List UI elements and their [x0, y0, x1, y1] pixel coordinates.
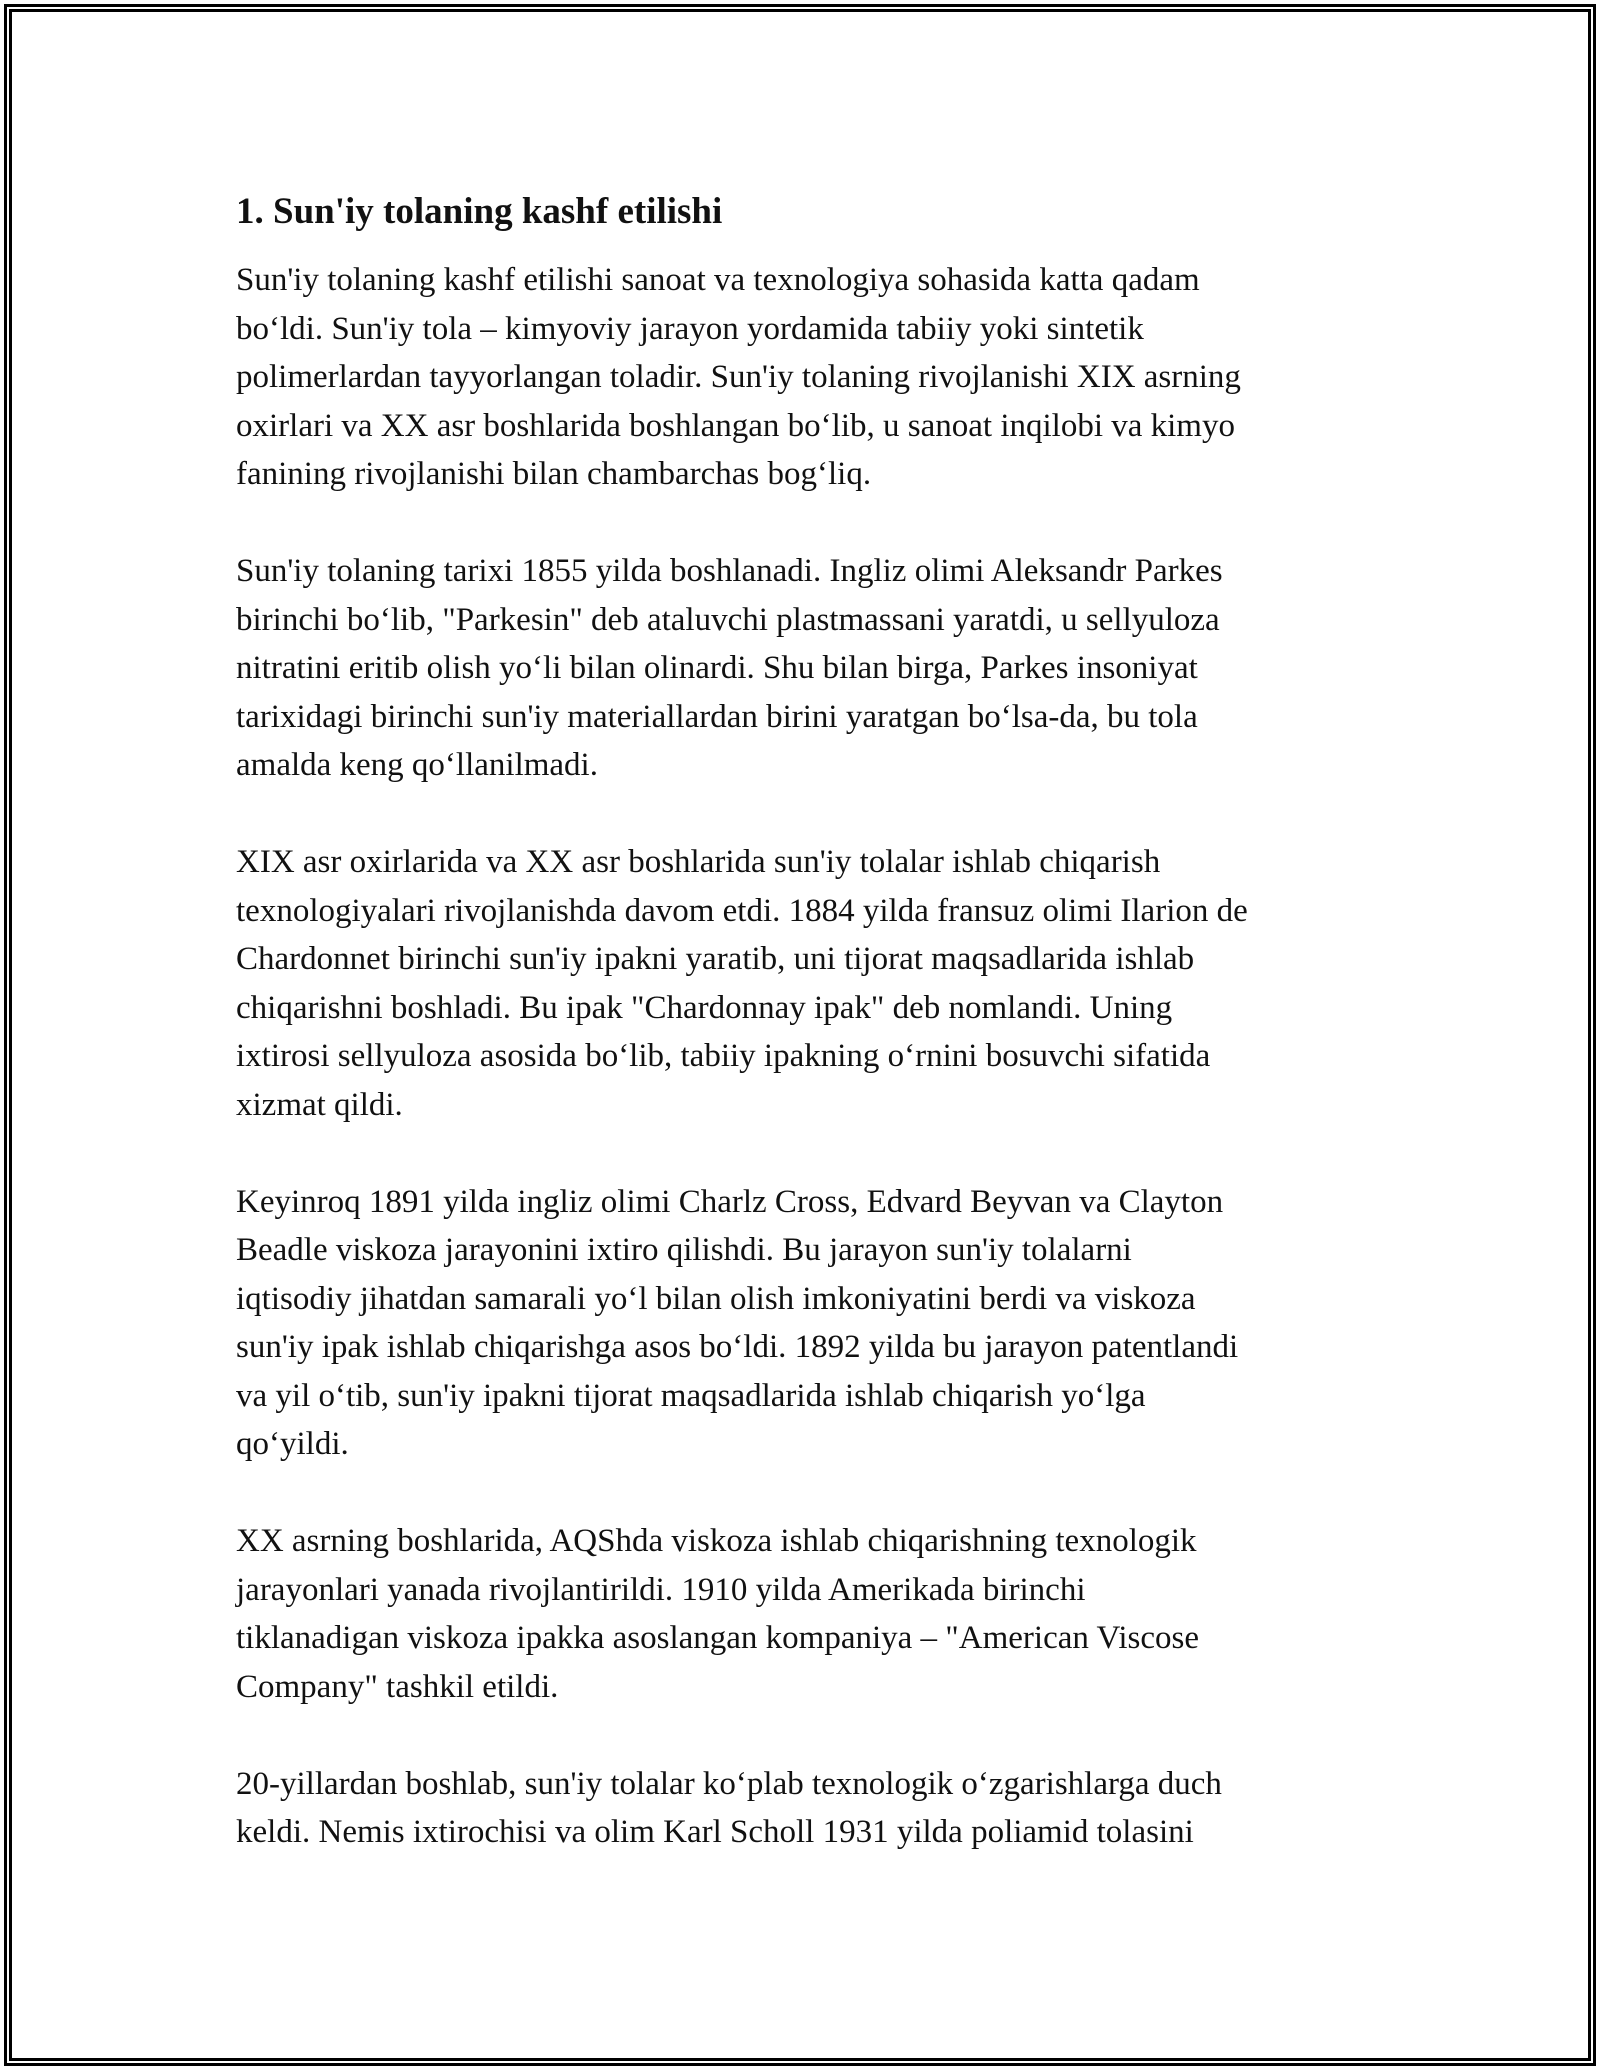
text-line: Sun'iy tolaning tarixi 1855 yilda boshlanadi. Ingliz olimi Aleksandr Parkes — [236, 553, 1223, 589]
text-line: keldi. Nemis ixtirochisi va olim Karl Scholl 1931 yilda poliamid tolasini — [236, 1814, 1194, 1850]
text-line: texnologiyalari rivojlanishda davom etdi. 1884 yilda fransuz olimi Ilarion de — [236, 892, 1248, 929]
paragraph-american-viscose — [236, 1517, 1366, 1711]
text-line: Chardonnet birinchi sun'iy ipakni yaratib, uni tijorat maqsadlarida ishlab — [236, 941, 1195, 977]
text-line: chiqarishni boshladi. Bu ipak "Chardonnay ipak" deb nomlandi. Uning — [236, 989, 1173, 1026]
paragraph-chardonnet — [236, 838, 1366, 1129]
text-line: qo‘yildi. — [236, 1426, 349, 1462]
paragraph-1920s — [236, 1760, 1366, 1857]
section-heading: 1. Sun'iy tolaning kashf etilishi — [236, 191, 723, 232]
text-line: Company" tashkil etildi. — [236, 1668, 559, 1705]
text-line: nitratini eritib olish yo‘li bilan olinardi. Shu bilan birga, Parkes insoniyat — [236, 650, 1198, 686]
text-line: iqtisodiy jihatdan samarali yo‘l bilan olish imkoniyatini berdi va viskoza — [236, 1280, 1196, 1317]
paragraph-discovery-intro — [236, 256, 1366, 499]
text-line: Keyinroq 1891 yilda ingliz olimi Charlz Cross, Edvard Beyvan va Clayton — [236, 1183, 1224, 1220]
text-line: tiklanadigan viskoza ipakka asoslangan kompaniya – "American Viscose — [236, 1620, 1200, 1656]
paragraph-viscose-process — [236, 1178, 1366, 1469]
text-line: 20-yillardan boshlab, sun'iy tolalar ko‘plab texnologik o‘zgarishlarga duch — [236, 1765, 1222, 1802]
text-line: bo‘ldi. Sun'iy tola – kimyoviy jarayon yordamida tabiiy yoki sintetik — [236, 310, 1144, 347]
text-line: birinchi bo‘lib, "Parkesin" deb ataluvchi plastmassani yaratdi, u sellyuloza — [236, 601, 1220, 638]
text-line: Sun'iy tolaning kashf etilishi sanoat va texnologiya sohasida katta qadam — [236, 262, 1200, 298]
text-line: oxirlari va XX asr boshlarida boshlangan bo‘lib, u sanoat inqilobi va kimyo — [236, 407, 1235, 444]
text-line: fanining rivojlanishi bilan chambarchas bog‘liq. — [236, 456, 872, 492]
paragraph-parkes — [236, 547, 1366, 790]
text-line: xizmat qildi. — [236, 1086, 403, 1123]
text-line: jarayonlari yanada rivojlantirildi. 1910 yilda Amerikada birinchi — [236, 1571, 1086, 1608]
text-line: amalda keng qo‘llanilmadi. — [236, 747, 598, 783]
text-line: Beadle viskoza jarayonini ixtiro qilishdi. Bu jarayon sun'iy tolalarni — [236, 1232, 1132, 1268]
text-line: va yil o‘tib, sun'iy ipakni tijorat maqsadlarida ishlab chiqarish yo‘lga — [236, 1377, 1146, 1414]
text-line: sun'iy ipak ishlab chiqarishga asos bo‘ldi. 1892 yilda bu jarayon patentlandi — [236, 1329, 1239, 1365]
document-body — [236, 186, 1366, 1905]
text-line: ixtirosi sellyuloza asosida bo‘lib, tabiiy ipakning o‘rnini bosuvchi sifatida — [236, 1038, 1211, 1074]
text-line: polimerlardan tayyorlangan toladir. Sun'iy tolaning rivojlanishi XIX asrning — [236, 359, 1241, 395]
text-line: XX asrning boshlarida, AQShda viskoza ishlab chiqarishning texnologik — [236, 1523, 1197, 1559]
text-line: XIX asr oxirlarida va XX asr boshlarida sun'iy tolalar ishlab chiqarish — [236, 844, 1161, 880]
text-line: tarixidagi birinchi sun'iy materiallardan birini yaratgan bo‘lsa-da, bu tola — [236, 698, 1198, 735]
